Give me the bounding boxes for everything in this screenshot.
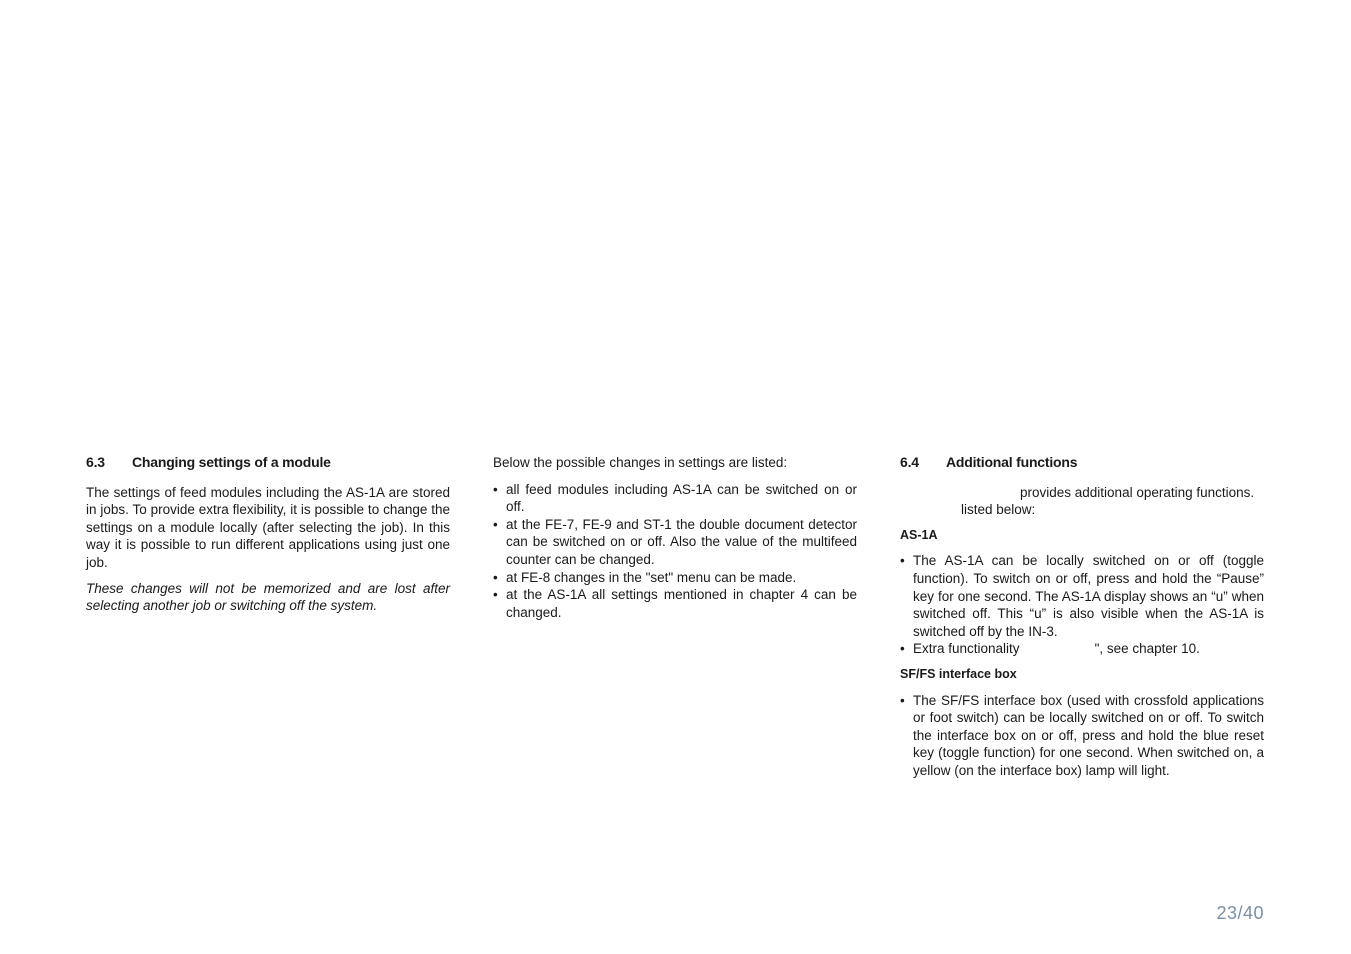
section-6-3-number: 6.3 — [86, 454, 105, 470]
section-6-3-note: These changes will not be memorized and are lost after selecting another job or switching off the system. — [86, 580, 450, 614]
section-6-4-heading — [900, 454, 1264, 472]
sffs-subheading: SF/FS interface box — [900, 666, 1017, 681]
section-6-3 — [86, 454, 450, 623]
section-6-3-title: Changing settings of a module — [132, 454, 331, 470]
section-6-3-paragraph: The settings of feed modules including the AS-1A are stored in jobs. To provide extra flexibility, it is possible to change the settings on a module locally (after selecting the job). In this way it is possible to run different applications using just one job. — [86, 484, 450, 570]
section-6-4-intro-line2: listed below: — [961, 502, 1036, 518]
list-item: • at the FE-7, FE-9 and ST-1 the double document detector can be switched on or off. Also the value of the multifeed counter can be changed. — [493, 516, 857, 569]
as1a-list — [900, 552, 1264, 658]
page-number: 23/40 — [1216, 903, 1264, 923]
as1a-extra-start: Extra functionality — [913, 641, 1020, 657]
sffs-list — [900, 692, 1264, 780]
section-6-3-heading — [86, 454, 450, 472]
settings-changes — [493, 454, 857, 629]
settings-changes-intro: Below the possible changes in settings are listed: — [493, 455, 788, 470]
list-item: • at the AS-1A all settings mentioned in chapter 4 can be changed. — [493, 586, 857, 621]
section-6-4-intro-line1: provides additional operating functions. — [1020, 484, 1255, 500]
list-item: • all feed modules including AS-1A can be switched on or off. — [493, 481, 857, 516]
section-6-4 — [900, 454, 1264, 788]
as1a-extra-end: ", see chapter 10. — [1094, 641, 1200, 657]
as1a-subheading: AS-1A — [900, 527, 938, 542]
list-item: • The SF/FS interface box (used with crossfold applications or foot switch) can be locally switched on or off. To switch the interface box on or off, press and hold the blue reset key (toggle function) for one second. When switched on, a yellow (on the interface box) lamp will light. — [900, 692, 1264, 780]
settings-changes-list — [493, 481, 857, 622]
list-item: • at FE-8 changes in the "set" menu can be made. — [493, 569, 857, 587]
list-item — [900, 640, 1264, 658]
section-6-4-title: Additional functions — [946, 454, 1078, 470]
section-6-4-number: 6.4 — [900, 454, 919, 470]
list-item: • The AS-1A can be locally switched on or off (toggle function). To switch on or off, press and hold the “Pause” key for one second. The AS-1A display shows an “u” when switched off. This “u” is also visible when the AS-1A is switched off by the IN-3. — [900, 552, 1264, 640]
